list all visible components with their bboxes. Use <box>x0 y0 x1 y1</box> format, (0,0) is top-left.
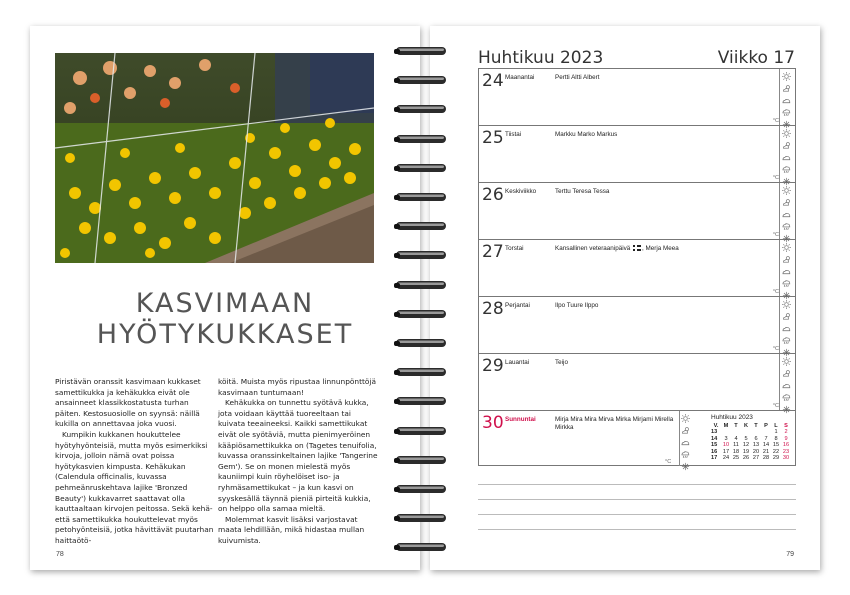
notes-line[interactable] <box>478 514 796 515</box>
paragraph: Molemmat kasvit lisäksi varjostavat maata lehdillään, mikä hidastaa mullan kuivumista. <box>218 514 365 545</box>
day-row-monday[interactable] <box>479 69 795 126</box>
rain-icon <box>782 279 791 288</box>
sun-icon <box>782 357 791 366</box>
page-number-left: 78 <box>56 551 64 558</box>
notes-line[interactable] <box>478 529 796 530</box>
cloud-icon <box>681 438 690 447</box>
name-day-names: Pertti Altti Albert <box>555 74 600 81</box>
mini-calendar-date[interactable]: 13 <box>752 442 760 449</box>
names-after-flag: , Merja Meea <box>642 245 679 252</box>
cloud-sun-icon <box>782 141 791 150</box>
mini-calendar-header: K <box>743 423 749 429</box>
mini-calendar-header: M <box>723 423 729 429</box>
spiral-ring <box>392 278 450 292</box>
mini-calendar-date[interactable]: 12 <box>742 442 750 449</box>
month-title: Huhtikuu 2023 <box>478 48 604 68</box>
mini-calendar-date[interactable] <box>751 429 761 436</box>
mini-calendar-date[interactable]: 25 <box>732 455 740 462</box>
rain-icon <box>782 222 791 231</box>
mini-calendar-date[interactable]: 1 <box>774 429 778 435</box>
weather-icons <box>779 240 793 296</box>
mini-calendar-date[interactable]: 29 <box>772 455 780 462</box>
mini-calendar-date[interactable]: 9 <box>784 435 788 442</box>
garden-flowers-photo <box>55 53 374 263</box>
spiral-binding <box>392 44 450 564</box>
photo-illustration <box>55 53 374 263</box>
cloud-icon <box>782 381 791 390</box>
spiral-ring <box>392 102 450 116</box>
mini-calendar-date[interactable]: 14 <box>762 442 770 449</box>
cloud-sun-icon <box>782 255 791 264</box>
sun-icon <box>782 243 791 252</box>
weather-icons <box>779 126 793 182</box>
cloud-sun-icon <box>782 198 791 207</box>
day-number: 25 <box>482 128 504 148</box>
spiral-ring <box>392 190 450 204</box>
mini-calendar-date[interactable]: 27 <box>752 455 760 462</box>
mini-calendar-week <box>711 429 791 436</box>
notes-line[interactable] <box>478 499 796 500</box>
title-line-1: KASVIMAAN <box>135 288 315 319</box>
text-column-2 <box>218 377 378 547</box>
cloud-icon <box>782 267 791 276</box>
mini-calendar-date[interactable]: 18 <box>732 448 740 455</box>
temperature-unit: °C <box>772 403 779 409</box>
temperature-unit: °C <box>772 232 779 238</box>
cloud-sun-icon <box>782 84 791 93</box>
mini-calendar-date[interactable] <box>731 429 741 436</box>
mini-calendar-date[interactable]: 28 <box>762 455 770 462</box>
day-name: Keskiviikko <box>505 188 537 195</box>
mini-calendar-date[interactable] <box>721 429 731 436</box>
day-name: Sunnuntai <box>505 416 536 423</box>
mini-calendar-date[interactable]: 22 <box>772 448 780 455</box>
rain-icon <box>782 165 791 174</box>
cloud-sun-icon <box>681 426 690 435</box>
mini-calendar-date[interactable]: 23 <box>782 448 790 455</box>
cloud-icon <box>782 324 791 333</box>
spiral-ring <box>392 453 450 467</box>
spiral-ring <box>392 248 450 262</box>
day-name: Lauantai <box>505 359 530 366</box>
mini-calendar-week-number: 14 <box>711 435 718 442</box>
cloud-sun-icon <box>782 312 791 321</box>
sun-icon <box>782 129 791 138</box>
name-day-names: Mirja Mira Mira Mirva Mirka Mirjami Mirella Mirkka <box>555 416 674 431</box>
spiral-ring <box>392 482 450 496</box>
mini-calendar-title: Huhtikuu 2023 <box>711 414 753 421</box>
day-row-friday[interactable] <box>479 297 795 354</box>
name-day-names: Ilpo Tuure Ilppo <box>555 302 599 309</box>
rain-icon <box>782 393 791 402</box>
rain-icon <box>681 450 690 459</box>
mini-calendar-week-number: 15 <box>711 442 718 449</box>
paragraph: köitä. Muista myös ripustaa linnunpönttöjä kasvimaan tuntumaan! <box>218 377 377 397</box>
mini-calendar-date[interactable] <box>741 429 751 436</box>
spiral-ring <box>392 424 450 438</box>
name-day-names: Teijo <box>555 359 568 366</box>
mini-calendar-date[interactable]: 2 <box>784 429 788 435</box>
mini-calendar-date[interactable]: 5 <box>744 435 748 442</box>
cloud-icon <box>782 210 791 219</box>
mini-calendar-date[interactable]: 8 <box>774 435 778 442</box>
spiral-ring <box>392 161 450 175</box>
mini-calendar-week <box>711 455 791 462</box>
day-row-sunday[interactable] <box>479 411 795 466</box>
mini-calendar-date[interactable]: 19 <box>742 448 750 455</box>
name-day-names: Markku Marko Markus <box>555 131 618 138</box>
mini-calendar <box>711 414 791 462</box>
spiral-ring <box>392 394 450 408</box>
mini-calendar-week <box>711 436 791 443</box>
mini-calendar-header: L <box>774 423 778 429</box>
paragraph: Kumpikin kukkanen houkuttelee hyötyhyönteisiä, mutta myös esimerkiksi kirvoja, jolloin nämä ovat poissa hyötykasvien kimpusta. Kehäkukan (Calendula officinalis, kuvassa pehmeänruskehtava lajike 'Bronzed Beauty') kukkavarret saattavat olla kauttaaltaan kirvojen peitossa. Sekä kehä- että samettikukka houkuttelevat myös petohyönteisiä, jotka hävittävät puutarhan haittaötö- <box>55 429 214 545</box>
day-number: 24 <box>482 71 504 91</box>
paragraph: Kehäkukka on tunnettu syötävä kukka, jota voidaan käyttää tuoreeltaan tai kuivata teeaineeksi. Kaikki samettikukat eivät ole syötäviä, mutta pienimyeröinen kääpiösamettikukka on (Tagetes tenuifolia, kuvassa oranssinkeltainen lajike 'Tangerine Gem'). Se on monen mielestä myös kauniimpi kuin röyhelöiset iso- ja ryhmäsamettikukat – ja kun kasvi on syyskesällä täynnä pieniä pirteitä kukkia, on helppo olla samaa mieltä. <box>218 398 378 514</box>
mini-calendar-date[interactable]: 17 <box>722 448 730 455</box>
spiral-ring <box>392 511 450 525</box>
spiral-ring <box>392 132 450 146</box>
name-day-names <box>555 245 679 252</box>
spiral-ring <box>392 307 450 321</box>
mini-calendar-date[interactable]: 20 <box>752 448 760 455</box>
spiral-ring <box>392 365 450 379</box>
name-day-names: Terttu Teresa Tessa <box>555 188 610 195</box>
mini-calendar-date[interactable]: 10 <box>722 442 730 449</box>
title-line-2: HYÖTYKUKKASET <box>96 319 354 350</box>
weather-icons <box>779 69 793 125</box>
mini-calendar-week-number: 17 <box>711 455 718 462</box>
weather-icons <box>679 411 691 466</box>
page-number-right: 79 <box>786 551 794 558</box>
mini-calendar-date[interactable]: 4 <box>734 435 738 442</box>
paragraph: Piristävän oranssit kasvimaan kukkaset samettikukka ja kehäkukka eivät ole ansainneet klassikkostatusta turhan päiten. Kestosuosiolle on syynsä: näillä kukilla on annettavaa joka vuosi. <box>55 377 201 429</box>
day-row-wednesday[interactable] <box>479 183 795 240</box>
mini-calendar-date[interactable]: 24 <box>722 455 730 462</box>
week-days <box>478 68 796 466</box>
day-name: Perjantai <box>505 302 530 309</box>
day-row-thursday[interactable] <box>479 240 795 297</box>
snow-icon <box>681 462 690 471</box>
mini-calendar-table <box>711 423 791 462</box>
text-column-1 <box>55 377 215 547</box>
spiral-ring <box>392 540 450 554</box>
temperature-unit: °C <box>772 118 779 124</box>
cloud-icon <box>782 96 791 105</box>
article-title <box>30 288 420 350</box>
notes-line[interactable] <box>478 484 796 485</box>
weather-icons <box>779 354 793 410</box>
spiral-ring <box>392 73 450 87</box>
mini-calendar-date[interactable]: 26 <box>742 455 750 462</box>
mini-calendar-week-number: 13 <box>711 429 718 435</box>
sun-icon <box>681 414 690 423</box>
rain-icon <box>782 108 791 117</box>
mini-calendar-date[interactable]: 30 <box>782 455 790 462</box>
mini-calendar-header: P <box>764 423 768 429</box>
sun-icon <box>782 186 791 195</box>
mini-calendar-week-number: 16 <box>711 448 718 455</box>
mini-calendar-date[interactable]: 11 <box>733 442 739 449</box>
spiral-ring <box>392 336 450 350</box>
mini-calendar-date[interactable]: 21 <box>762 448 770 455</box>
mini-calendar-week <box>711 449 791 456</box>
left-page <box>30 26 420 570</box>
mini-calendar-header: V. <box>713 423 719 429</box>
weather-icons <box>779 297 793 353</box>
mini-calendar-header: S <box>784 423 788 429</box>
mini-calendar-date[interactable]: 7 <box>764 435 768 442</box>
temperature-unit: °C <box>665 459 672 465</box>
holiday-text: Kansallinen veteraanipäivä <box>555 245 631 252</box>
rain-icon <box>782 336 791 345</box>
finnish-flag-icon <box>633 245 641 251</box>
mini-calendar-date[interactable]: 16 <box>782 442 790 449</box>
mini-calendar-header: T <box>734 423 738 429</box>
mini-calendar-date[interactable]: 6 <box>754 435 758 442</box>
day-number: 30 <box>482 413 504 433</box>
mini-calendar-date[interactable]: 3 <box>724 435 728 442</box>
spiral-ring <box>392 219 450 233</box>
day-name: Maanantai <box>505 74 535 81</box>
mini-calendar-date[interactable]: 15 <box>772 442 780 449</box>
day-row-saturday[interactable] <box>479 354 795 411</box>
temperature-unit: °C <box>772 346 779 352</box>
cloud-sun-icon <box>782 369 791 378</box>
day-number: 26 <box>482 185 504 205</box>
calendar-header <box>478 46 795 68</box>
mini-calendar-week <box>711 442 791 449</box>
weather-icons <box>779 183 793 239</box>
day-row-tuesday[interactable] <box>479 126 795 183</box>
day-name: Tiistai <box>505 131 522 138</box>
day-number: 28 <box>482 299 504 319</box>
spiral-ring <box>392 44 450 58</box>
sun-icon <box>782 72 791 81</box>
temperature-unit: °C <box>772 289 779 295</box>
day-name: Torstai <box>505 245 524 252</box>
week-number: Viikko 17 <box>717 48 795 68</box>
mini-calendar-date[interactable] <box>761 429 771 436</box>
day-number: 29 <box>482 356 504 376</box>
cloud-icon <box>782 153 791 162</box>
sun-icon <box>782 300 791 309</box>
temperature-unit: °C <box>772 175 779 181</box>
mini-calendar-header: T <box>754 423 758 429</box>
day-number: 27 <box>482 242 504 262</box>
